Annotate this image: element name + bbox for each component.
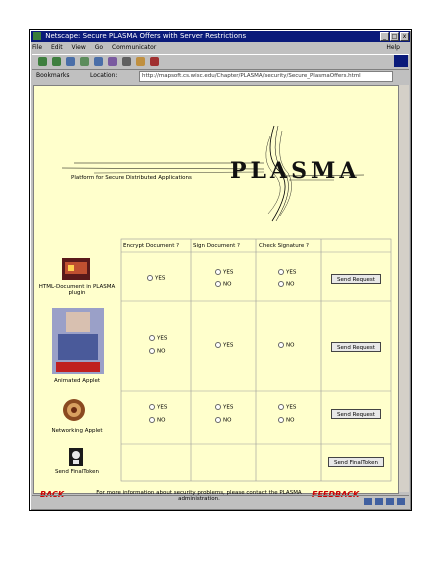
composer-icon[interactable] — [386, 498, 394, 505]
plasma-logo-title: PLASMA — [230, 158, 361, 184]
networking-applet-thumbnail — [62, 398, 86, 422]
location-bar — [32, 70, 409, 82]
menu-view[interactable]: View — [71, 44, 86, 51]
sign-no-radio[interactable]: NO — [215, 417, 231, 425]
close-button[interactable]: x — [400, 32, 409, 41]
final-token-icon — [69, 448, 83, 466]
netscape-icon — [33, 32, 41, 40]
status-bar — [32, 495, 409, 508]
header-check: Check Signature ? — [259, 243, 309, 249]
sign-yes-radio[interactable]: YES — [215, 342, 233, 350]
row-label-send-final-token: Send FinalToken — [55, 469, 99, 475]
feedback-button[interactable]: FEEDBACK — [312, 490, 360, 499]
reload-icon[interactable] — [66, 57, 75, 66]
check-no-radio[interactable]: NO — [278, 342, 294, 350]
netscape-throbber-icon — [394, 55, 408, 67]
check-no-radio[interactable]: NO — [278, 281, 294, 289]
header-encrypt: Encrypt Document ? — [123, 243, 180, 249]
sign-yes-radio[interactable]: YES — [215, 269, 233, 277]
row-label-animated-applet: Animated Applet — [53, 378, 101, 384]
encrypt-no-radio[interactable]: NO — [149, 348, 165, 356]
sign-no-radio[interactable]: NO — [215, 281, 231, 289]
browser-window — [29, 29, 412, 511]
sign-yes-radio[interactable]: YES — [215, 404, 233, 412]
check-no-radio[interactable]: NO — [278, 417, 294, 425]
menu-go[interactable]: Go — [94, 44, 104, 51]
guide-icon[interactable] — [108, 57, 117, 66]
title-bar — [31, 31, 410, 42]
print-icon[interactable] — [122, 57, 131, 66]
menu-help[interactable]: Help — [386, 44, 400, 51]
vertical-scrollbar[interactable] — [398, 85, 409, 492]
encrypt-no-radio[interactable]: NO — [149, 417, 165, 425]
location-label: Location: — [90, 72, 118, 79]
header-sign: Sign Document ? — [193, 243, 240, 249]
row-label-networking-applet: Networking Applet — [51, 428, 103, 434]
send-request-button-animated[interactable]: Send Request — [331, 342, 381, 352]
send-request-button-html[interactable]: Send Request — [331, 274, 381, 284]
encrypt-yes-radio[interactable]: YES — [149, 335, 167, 343]
search-icon[interactable] — [94, 57, 103, 66]
encrypt-yes-radio[interactable]: YES — [149, 404, 167, 412]
url-field[interactable]: http://mapsoft.cs.wisc.edu/Chapter/PLASMA/security/Secure_PlasmaOffers.html — [139, 71, 393, 82]
stop-icon[interactable] — [150, 57, 159, 66]
menu-edit[interactable]: Edit — [50, 44, 63, 51]
menu-communicator[interactable]: Communicator — [111, 44, 157, 51]
navigator-icon[interactable] — [397, 498, 405, 505]
encrypt-yes-radio[interactable]: YES — [147, 275, 165, 283]
window-title: Netscape: Secure PLASMA Offers with Server Restrictions — [45, 32, 247, 40]
maximize-button[interactable]: □ — [391, 33, 398, 40]
page-viewport — [33, 85, 399, 502]
back-icon[interactable] — [38, 57, 47, 66]
navigation-toolbar — [32, 54, 409, 70]
check-yes-radio[interactable]: YES — [278, 269, 296, 277]
security-lock-icon[interactable] — [364, 498, 372, 505]
check-yes-radio[interactable]: YES — [278, 404, 296, 412]
menu-bar — [32, 43, 409, 53]
home-icon[interactable] — [80, 57, 89, 66]
forward-icon[interactable] — [52, 57, 61, 66]
row-label-html-document: HTML-Document in PLASMA plugin — [38, 284, 116, 296]
send-final-token-button[interactable]: Send FinalToken — [328, 457, 384, 467]
send-request-button-networking[interactable]: Send Request — [331, 409, 381, 419]
security-icon[interactable] — [136, 57, 145, 66]
menu-file[interactable]: File — [32, 44, 43, 51]
uncle-sam-applet-thumbnail — [52, 308, 104, 374]
back-button[interactable]: BACK — [40, 490, 65, 499]
mail-icon[interactable] — [375, 498, 383, 505]
page-tagline: Platform for Secure Distributed Applications — [71, 175, 192, 181]
minimize-button[interactable]: _ — [380, 32, 389, 41]
footer-contact-text: For more information about security problems, please contact the PLASMA administration. — [96, 490, 302, 502]
bookmarks-button[interactable]: Bookmarks — [36, 72, 70, 79]
html-document-thumbnail — [62, 258, 90, 280]
